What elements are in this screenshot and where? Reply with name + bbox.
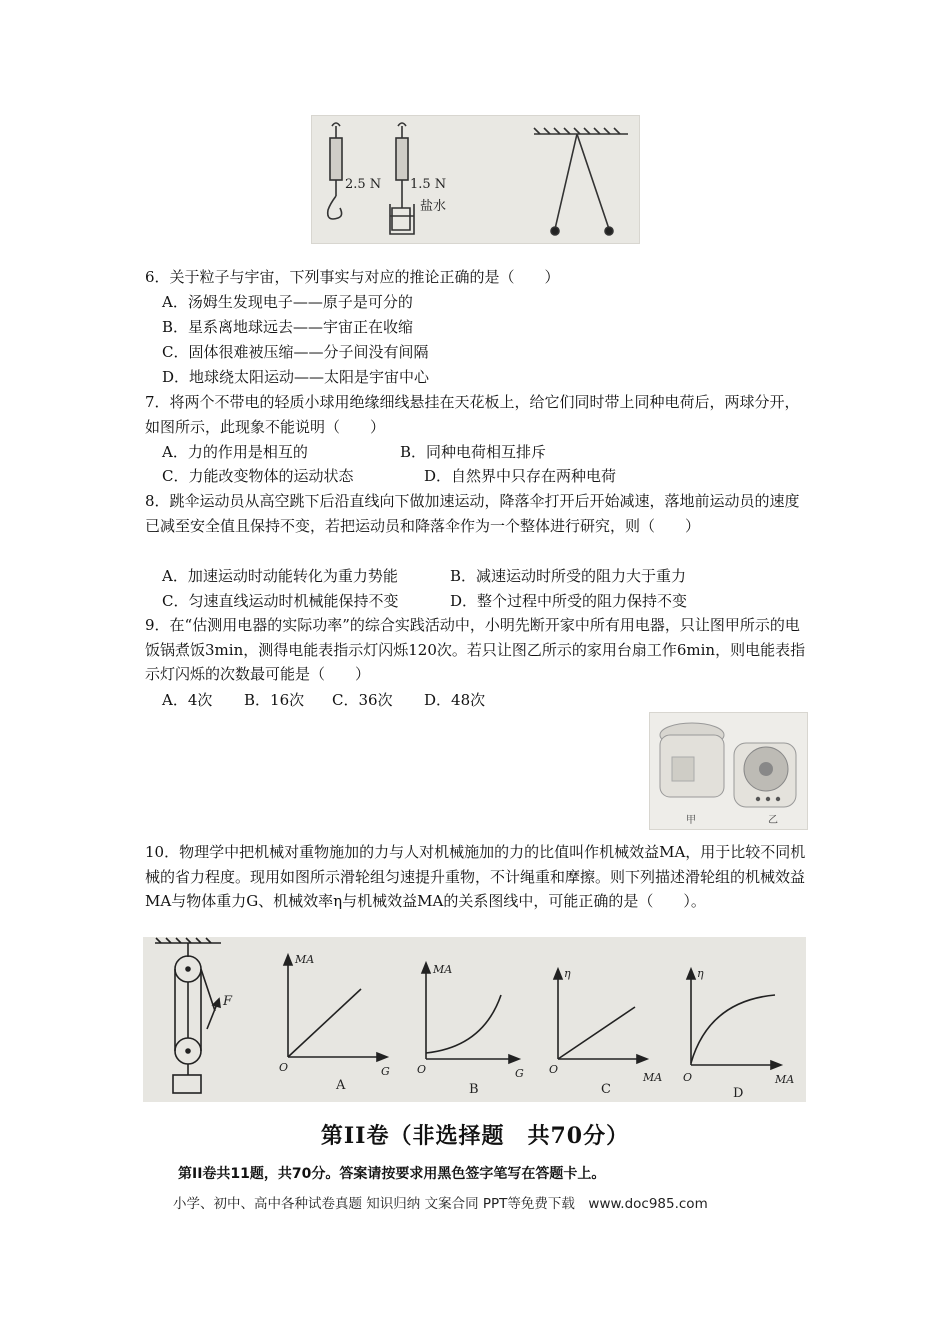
top-figure (311, 115, 640, 244)
question-9-stem: 9．在“估测用电器的实际功率”的综合实践活动中，小明先断开家中所有用电器，只让图甲所示的电饭锅煮饭3min，测得电能表指示灯闪烁120次。若只让图乙所示的家用台扇工作6min，则电能表指示灯闪烁的次数最可能是（ ） (145, 616, 806, 683)
graph-b-name: B (469, 1082, 479, 1097)
graph-c-name: C (601, 1082, 611, 1097)
question-6-option-d: D．地球绕太阳运动——太阳是宇宙中心 (162, 368, 430, 386)
reading-1: 2.5 N (345, 177, 382, 192)
graph-b-x-label: G (515, 1067, 524, 1080)
graph-b-origin: O (417, 1063, 427, 1076)
question-9-option-d: D．48次 (424, 691, 486, 709)
question-7-option-c: C．力能改变物体的运动状态 (162, 467, 354, 485)
question-8-option-a: A．加速运动时动能转化为重力势能 (162, 567, 398, 585)
liquid-label: 盐水 (420, 199, 447, 214)
question-9-option-a: A．4次 (162, 691, 213, 709)
question-7-option-d: D．自然界中只存在两种电荷 (424, 467, 617, 485)
graph-b-curve (426, 995, 501, 1053)
graph-d (687, 969, 781, 1069)
question-8-stem: 8．跳伞运动员从高空跳下后沿直线向下做加速运动，降落伞打开后开始减速，落地前运动员的速度已减至安全值且保持不变，若把运动员和降落伞作为一个整体进行研究，则（ ） (145, 492, 800, 535)
label-yi: 乙 (768, 815, 778, 826)
graph-d-origin: O (683, 1071, 693, 1084)
graph-a-curve (288, 989, 361, 1057)
question-7-stem: 7．将两个不带电的轻质小球用绝缘细线悬挂在天花板上，给它们同时带上同种电荷后，两球分开，如图所示，此现象不能说明（ ） (145, 393, 800, 436)
question-6-option-b: B．星系离地球远去——宇宙正在收缩 (162, 318, 414, 336)
hanging-balls (534, 128, 628, 235)
question-9-option-b: B．16次 (244, 691, 305, 709)
section-title: 第II卷（非选择题 共70分） (320, 1123, 630, 1149)
rice-cooker-image (660, 723, 724, 797)
graph-c-curve (558, 1007, 635, 1059)
spring-scale-in-air (328, 123, 342, 219)
graph-a-name: A (336, 1078, 346, 1093)
pulley-and-graphs-figure (143, 937, 806, 1102)
label-jia: 甲 (686, 815, 696, 826)
desk-fan-image (734, 743, 796, 807)
footer-text: 小学、初中、高中各种试卷真题 知识归纳 文案合同 PPT等免费下载 www.doc985.com (173, 1196, 708, 1212)
question-6-option-a: A．汤姆生发现电子——原子是可分的 (162, 293, 413, 311)
graph-c (554, 969, 647, 1063)
graph-a-x-label: G (381, 1065, 390, 1078)
question-6-option-c: C．固体很难被压缩——分子间没有间隔 (162, 343, 429, 361)
graph-a-y-label: MA (295, 953, 315, 966)
graph-d-y-label: η (697, 967, 704, 980)
question-8-option-c: C．匀速直线运动时机械能保持不变 (162, 592, 399, 610)
question-7-option-a: A．力的作用是相互的 (162, 443, 308, 461)
graph-c-y-label: η (564, 967, 571, 980)
question-9-option-c: C．36次 (332, 691, 393, 709)
appliance-photo (649, 712, 808, 830)
graph-c-origin: O (549, 1063, 559, 1076)
question-6-stem: 6．关于粒子与宇宙，下列事实与对应的推论正确的是（ ） (145, 268, 560, 286)
graph-b-y-label: MA (433, 963, 453, 976)
graph-d-curve (691, 995, 775, 1063)
force-label: F (223, 994, 233, 1009)
question-10-stem: 10．物理学中把机械对重物施加的力与人对机械施加的力的比值叫作机械效益MA，用于比较不同机械的省力程度。现用如图所示滑轮组匀速提升重物，不计绳重和摩擦。则下列描述滑轮组的机械效益MA与物体重力G、机械效率η与机械效益MA的关系图线中，可能正确的是（ ）。 (145, 843, 806, 910)
reading-2: 1.5 N (410, 177, 447, 192)
graph-a-origin: O (279, 1061, 289, 1074)
section-note: 第II卷共11题，共70分。答案请按要求用黑色签字笔写在答题卡上。 (178, 1166, 606, 1182)
question-8-option-d: D．整个过程中所受的阻力保持不变 (450, 592, 688, 610)
graph-c-x-label: MA (643, 1071, 663, 1084)
graph-b (422, 963, 519, 1063)
graph-d-x-label: MA (775, 1073, 795, 1086)
load-block (173, 1075, 201, 1093)
graph-d-name: D (733, 1086, 744, 1101)
question-8-option-b: B．减速运动时所受的阻力大于重力 (450, 567, 687, 585)
question-7-option-b: B．同种电荷相互排斥 (400, 443, 547, 461)
graph-a (284, 955, 387, 1061)
